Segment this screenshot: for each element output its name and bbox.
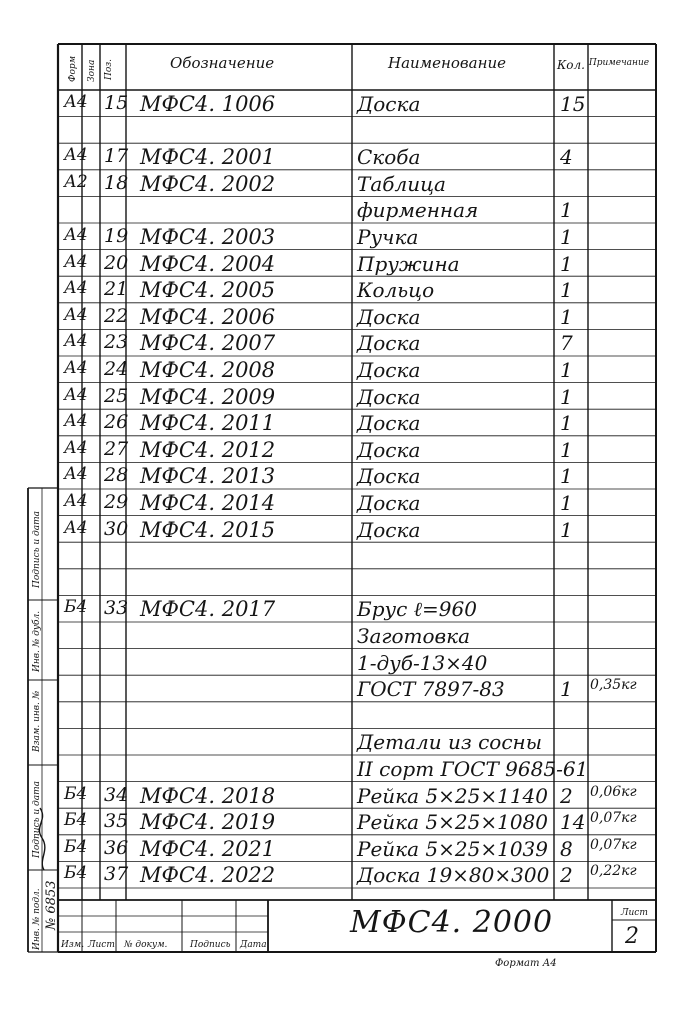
cell-fmt: А4 [64, 251, 88, 272]
cell-pos: 15 [104, 92, 129, 114]
cell-qty: 1 [560, 358, 573, 382]
cell-name: Пружина [357, 251, 460, 276]
cell-designation: МФС4. 2003 [140, 225, 276, 249]
cell-fmt: А4 [64, 491, 88, 511]
cell-pos: 28 [104, 464, 129, 487]
cell-qty: 14 [560, 810, 586, 835]
cell-name: Рейка 5×25×1140 [357, 783, 548, 808]
cell-fmt: Б4 [64, 836, 88, 857]
cell-name: II сорт ГОСТ 9685-61 [357, 757, 589, 781]
cell-pos: 33 [104, 597, 129, 620]
cell-fmt: А4 [64, 517, 88, 538]
cell-name: Рейка 5×25×1039 [357, 836, 548, 861]
cell-pos: 20 [104, 251, 129, 274]
cell-name: Кольцо [357, 278, 435, 303]
cell-designation: МФС4. 2006 [140, 304, 276, 329]
cell-note: 0,22кг [590, 863, 637, 880]
cell-designation: МФС4. 2014 [140, 491, 276, 515]
footer-stamp: Формат А4 [495, 958, 557, 969]
cell-fmt: Б4 [64, 810, 88, 831]
cell-qty: 1 [560, 251, 573, 276]
cell-fmt: А4 [64, 278, 88, 299]
cell-pos: 29 [104, 491, 129, 513]
col-doc: № докум. [124, 940, 168, 950]
cell-qty: 1 [560, 411, 573, 436]
cell-fmt: А4 [64, 437, 88, 458]
cell-designation: МФС4. 2022 [140, 863, 276, 888]
cell-name: Доска [357, 411, 421, 436]
cell-pos: 25 [104, 384, 129, 407]
side-sign-date-2: Подпись и дата [32, 511, 42, 588]
cell-qty: 2 [560, 783, 573, 808]
cell-qty: 1 [560, 225, 573, 249]
cell-fmt: А4 [64, 145, 88, 166]
cell-name: Доска [357, 92, 421, 116]
cell-note: 0,07кг [590, 836, 637, 853]
cell-name: Доска [357, 517, 421, 542]
cell-designation: МФС4. 2007 [140, 331, 276, 356]
sheet-label: Лист [621, 908, 648, 918]
cell-fmt: А2 [64, 171, 88, 192]
cell-designation: МФС4. 2005 [140, 278, 276, 303]
cell-name: Детали из сосны [357, 730, 543, 755]
cell-fmt: А4 [64, 92, 88, 112]
cell-name: Ручка [357, 225, 419, 249]
cell-name: Доска [357, 437, 421, 462]
side-inv-dup: Инв. № дубл. [32, 610, 42, 672]
cell-name: Скоба [357, 145, 421, 170]
header-pos: Поз. [104, 58, 114, 80]
col-date: Дата [240, 940, 267, 950]
cell-pos: 30 [104, 517, 129, 540]
cell-qty: 1 [560, 278, 573, 303]
header-name: Наименование [388, 54, 507, 72]
cell-pos: 37 [104, 863, 129, 886]
cell-fmt: А4 [64, 304, 88, 325]
cell-pos: 21 [104, 278, 129, 301]
cell-fmt: А4 [64, 411, 88, 432]
cell-qty: 1 [560, 464, 573, 489]
cell-name: Доска [357, 384, 421, 409]
cell-name: Доска [357, 358, 421, 382]
cell-fmt: А4 [64, 225, 88, 245]
cell-designation: МФС4. 2001 [140, 145, 276, 170]
cell-designation: МФС4. 2017 [140, 597, 276, 622]
cell-fmt: Б4 [64, 863, 88, 884]
cell-pos: 26 [104, 411, 129, 434]
cell-pos: 19 [104, 225, 129, 247]
cell-qty: 2 [560, 863, 573, 888]
cell-name: Брус ℓ=960 [357, 597, 477, 622]
cell-qty: 1 [560, 677, 573, 702]
side-inv-original: Инв. № подл. [32, 888, 42, 950]
sheet-number: 2 [625, 924, 639, 949]
side-sign-date-1: Подпись и дата [32, 781, 42, 858]
cell-name: фирменная [357, 198, 479, 223]
cell-name: Доска [357, 491, 421, 515]
col-sheet: Лист [88, 940, 115, 950]
cell-pos: 27 [104, 437, 129, 460]
cell-name: Заготовка [357, 624, 471, 648]
cell-pos: 35 [104, 810, 129, 833]
cell-note: 0,07кг [590, 810, 637, 827]
header-designation: Обозначение [170, 54, 275, 72]
cell-qty: 4 [560, 145, 573, 170]
cell-qty: 1 [560, 491, 573, 515]
side-inv-number: № 6853 [44, 880, 59, 930]
cell-pos: 34 [104, 783, 129, 806]
header-qty: Кол. [557, 58, 585, 72]
cell-designation: МФС4. 2018 [140, 783, 276, 808]
cell-qty: 15 [560, 92, 586, 116]
cell-name: Доска [357, 304, 421, 329]
doc-code: МФС4. 2000 [350, 905, 554, 940]
cell-fmt: Б4 [64, 597, 88, 618]
cell-pos: 23 [104, 331, 129, 354]
cell-name: 1-дуб-13×40 [357, 650, 488, 675]
cell-name: Таблица [357, 171, 446, 196]
header-format: Форм [68, 55, 78, 82]
cell-fmt: Б4 [64, 783, 88, 804]
cell-qty: 8 [560, 836, 573, 861]
cell-designation: МФС4. 2008 [140, 358, 276, 382]
cell-qty: 1 [560, 198, 573, 223]
cell-qty: 1 [560, 437, 573, 462]
cell-fmt: А4 [64, 331, 88, 352]
side-inv-replace: Взам. инв. № [32, 690, 42, 752]
cell-name: Доска [357, 331, 421, 356]
cell-designation: МФС4. 2021 [140, 836, 276, 861]
cell-note: 0,06кг [590, 783, 637, 800]
cell-name: Доска 19×80×300 [357, 863, 550, 888]
cell-note: 0,35кг [590, 677, 637, 694]
cell-qty: 1 [560, 384, 573, 409]
cell-name: Доска [357, 464, 421, 489]
cell-designation: МФС4. 2009 [140, 384, 276, 409]
cell-designation: МФС4. 2019 [140, 810, 276, 835]
cell-pos: 24 [104, 358, 129, 380]
cell-qty: 7 [560, 331, 573, 356]
cell-pos: 36 [104, 836, 129, 859]
col-change: Изм. [61, 940, 85, 950]
cell-pos: 18 [104, 171, 129, 194]
cell-designation: МФС4. 2012 [140, 437, 276, 462]
cell-name: ГОСТ 7897-83 [357, 677, 505, 702]
cell-designation: МФС4. 2004 [140, 251, 276, 276]
cell-pos: 17 [104, 145, 129, 168]
header-note: Примечание [588, 58, 650, 68]
cell-designation: МФС4. 2002 [140, 171, 276, 196]
cell-name: Рейка 5×25×1080 [357, 810, 548, 835]
header-zone: Зона [87, 59, 97, 82]
cell-designation: МФС4. 2013 [140, 464, 276, 489]
cell-designation: МФС4. 2011 [140, 411, 276, 436]
cell-designation: МФС4. 1006 [140, 92, 276, 116]
cell-fmt: А4 [64, 464, 88, 485]
cell-qty: 1 [560, 304, 573, 329]
cell-pos: 22 [104, 304, 129, 327]
col-sign: Подпись [190, 940, 231, 950]
cell-designation: МФС4. 2015 [140, 517, 276, 542]
cell-qty: 1 [560, 517, 573, 542]
cell-fmt: А4 [64, 384, 88, 405]
cell-fmt: А4 [64, 358, 88, 378]
